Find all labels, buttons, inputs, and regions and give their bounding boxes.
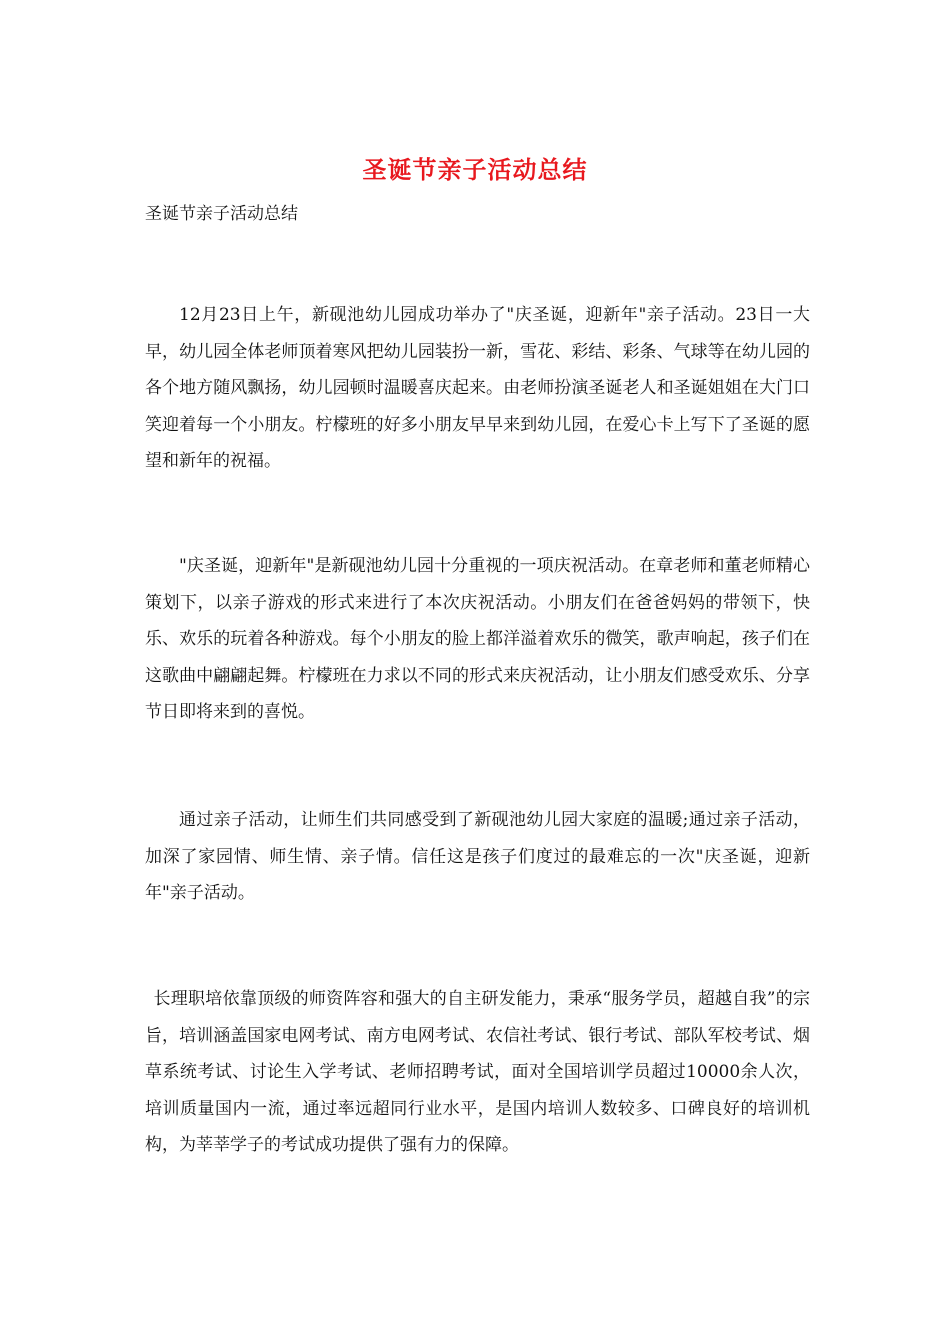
document-title: 圣诞节亲子活动总结 [362, 155, 588, 184]
paragraph-activity-games: "庆圣诞，迎新年"是新砚池幼儿园十分重视的一项庆祝活动。在章老师和董老师精心策划下，以亲子游戏的形式来进行了本次庆祝活动。小朋友们在爸爸妈妈的带领下，快乐、欢乐的玩着各种游戏。每个小朋友的脸上都洋溢着欢乐的微笑，歌声响起，孩子们在这歌曲中翩翩起舞。柠檬班在力求以不同的形式来庆祝活动，让小朋友们感受欢乐、分享节日即将来到的喜悦。 [145, 556, 810, 722]
paragraph-activity-summary: 通过亲子活动，让师生们共同感受到了新砚池幼儿园大家庭的温暖;通过亲子活动，加深了家园情、师生情、亲子情。信任这是孩子们度过的最难忘的一次"庆圣诞，迎新年"亲子活动。 [145, 810, 810, 903]
paragraph-activity-intro: 12月23日上午，新砚池幼儿园成功举办了"庆圣诞，迎新年"亲子活动。23日一大早，幼儿园全体老师顶着寒风把幼儿园装扮一新，雪花、彩结、彩条、气球等在幼儿园的各个地方随风飘扬，幼儿园顿时温暖喜庆起来。由老师扮演圣诞老人和圣诞姐姐在大门口笑迎着每一个小朋友。柠檬班的好多小朋友早早来到幼儿园，在爱心卡上写下了圣诞的愿望和新年的祝福。 [145, 305, 810, 471]
document-subtitle: 圣诞节亲子活动总结 [145, 204, 298, 224]
paragraph-advertisement: 长理职培依靠顶级的师资阵容和强大的自主研发能力，秉承“服务学员，超越自我”的宗旨，培训涵盖国家电网考试、南方电网考试、农信社考试、银行考试、部队军校考试、烟草系统考试、讨论生入学考试、老师招聘考试，面对全国培训学员超过10000余人次，培训质量国内一流，通过率远超同行业水平，是国内培训人数较多、口碑良好的培训机构，为莘莘学子的考试成功提供了强有力的保障。 [145, 989, 810, 1155]
